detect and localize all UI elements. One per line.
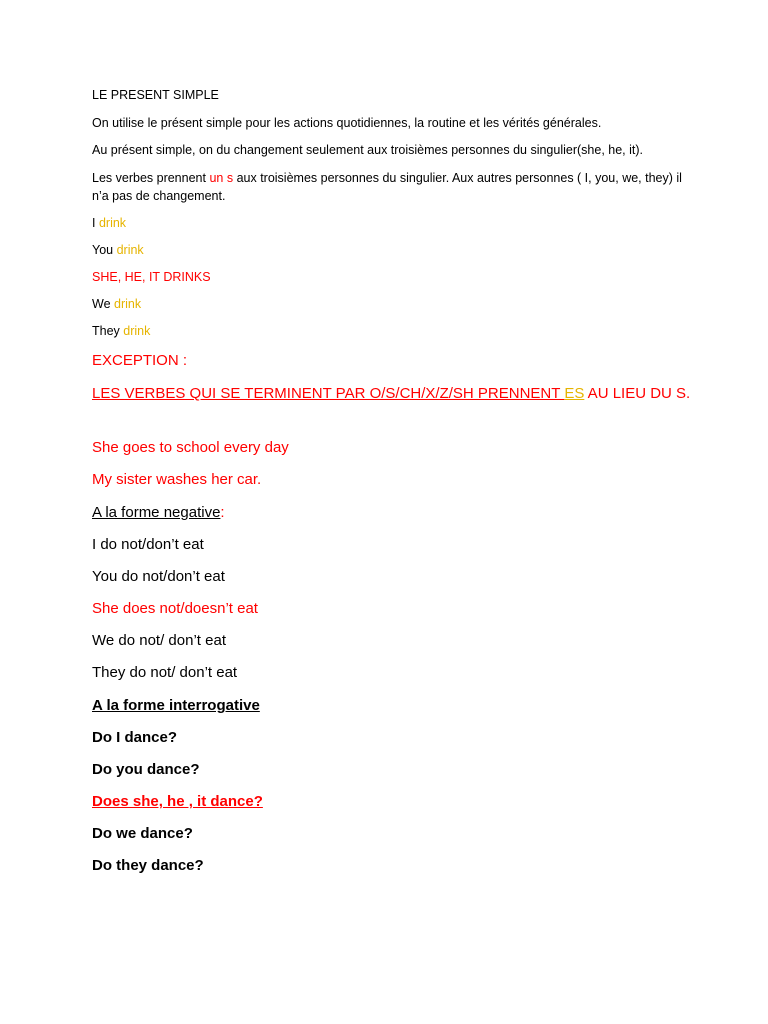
intro-paragraph-3 bbox=[92, 169, 692, 205]
conjugation-line-third-person bbox=[92, 270, 211, 285]
verb: SHE, HE, IT DRINKS bbox=[92, 270, 211, 284]
negative-heading bbox=[92, 504, 225, 522]
exception-rule-text-c: AU LIEU DU S. bbox=[584, 385, 691, 402]
verb: drink bbox=[98, 216, 127, 230]
pronoun: We bbox=[92, 297, 114, 311]
exception-heading: EXCEPTION : bbox=[92, 352, 188, 369]
negative-heading-colon: : bbox=[220, 504, 225, 521]
verb: drink bbox=[116, 243, 144, 257]
negative-line-you: You do not/don’t eat bbox=[92, 568, 225, 585]
conjugation-line-i bbox=[92, 216, 126, 231]
exception-rule bbox=[92, 383, 702, 405]
interrogative-line-they: Do they dance? bbox=[92, 857, 204, 874]
interrogative-line-i: Do I dance? bbox=[92, 729, 178, 746]
negative-heading-text: A la forme negative bbox=[92, 504, 221, 521]
intro-3-text-c: aux troisièmes personnes du singulier. Aux autres personnes ( I, you, we, they) il n’a pas de changement. bbox=[92, 171, 682, 203]
intro-3-text-a: Les verbes prennent bbox=[92, 171, 210, 185]
interrogative-line-you: Do you dance? bbox=[92, 761, 200, 778]
negative-line-i: I do not/don’t eat bbox=[92, 536, 204, 553]
negative-line-we: We do not/ don’t eat bbox=[92, 632, 226, 649]
conjugation-line-we bbox=[92, 297, 141, 312]
conjugation-line-they bbox=[92, 324, 150, 339]
verb: drink bbox=[123, 324, 151, 338]
negative-line-she: She does not/doesn’t eat bbox=[92, 600, 258, 617]
intro-paragraph-1: On utilise le présent simple pour les actions quotidiennes, la routine et les vérités générales. bbox=[92, 116, 602, 130]
interrogative-line-we: Do we dance? bbox=[92, 825, 193, 842]
exception-rule-es: ES bbox=[564, 385, 585, 402]
interrogative-heading: A la forme interrogative bbox=[92, 697, 260, 714]
pronoun: You bbox=[92, 243, 117, 257]
negative-line-they: They do not/ don’t eat bbox=[92, 664, 238, 681]
example-sentence-2: My sister washes her car. bbox=[92, 471, 262, 488]
exception-rule-text-a: LES VERBES QUI SE TERMINENT PAR O/S/CH/X/Z/SH PRENNENT bbox=[92, 385, 565, 402]
pronoun: I bbox=[92, 216, 99, 230]
page-title: LE PRESENT SIMPLE bbox=[92, 88, 219, 102]
pronoun: They bbox=[92, 324, 124, 338]
intro-3-highlight: un s bbox=[209, 171, 234, 185]
example-sentence-1: She goes to school every day bbox=[92, 439, 289, 456]
intro-paragraph-2: Au présent simple, on du changement seulement aux troisièmes personnes du singulier(she, he, it). bbox=[92, 143, 643, 157]
conjugation-line-you bbox=[92, 243, 144, 258]
verb: drink bbox=[114, 297, 142, 311]
interrogative-line-third-person: Does she, he , it dance? bbox=[92, 793, 263, 810]
